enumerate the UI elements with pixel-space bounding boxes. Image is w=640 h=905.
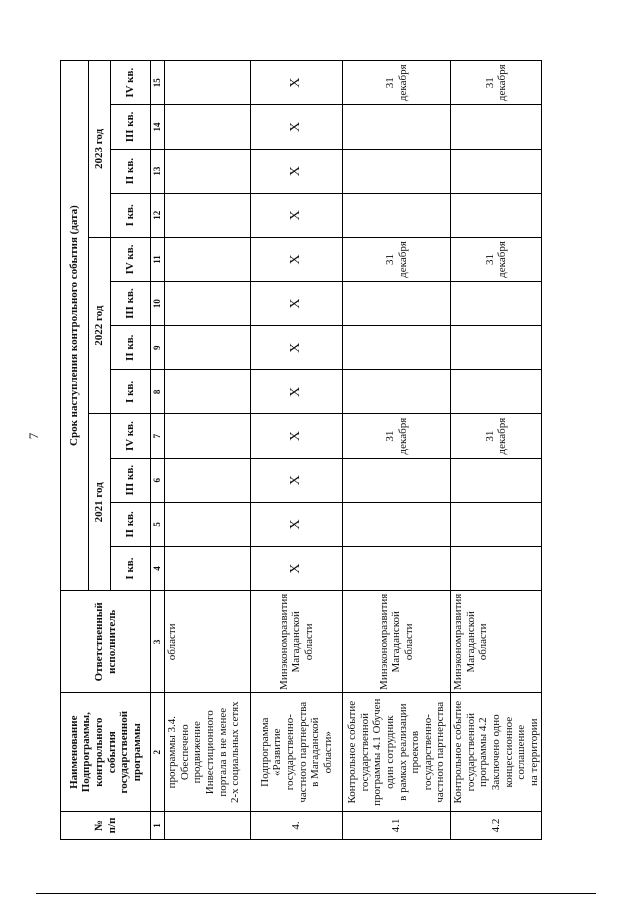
- page-number: 7: [26, 432, 41, 440]
- header-quarter: III кв.: [111, 458, 151, 502]
- column-number: 6: [151, 458, 165, 502]
- quarter-cell: [343, 458, 451, 502]
- quarter-cell: 31 декабря: [343, 237, 451, 281]
- control-events-table: [60, 60, 542, 840]
- column-number-row: [151, 61, 165, 840]
- header-quarter: II кв.: [111, 149, 151, 193]
- quarter-cell: 31 декабря: [343, 61, 451, 105]
- row-name: Контрольное событие государственной программы 4.2 Заключено одно концессионное соглашение на территории: [451, 693, 542, 811]
- quarter-cell: 31 декабря: [451, 414, 542, 458]
- quarter-cell: X: [251, 370, 343, 414]
- quarter-cell: [165, 414, 251, 458]
- column-number: 15: [151, 61, 165, 105]
- header-name: Наименование Подпрограммы, контрольного события государственной программы: [61, 693, 151, 811]
- quarter-cell: 31 декабря: [451, 61, 542, 105]
- table-row: [165, 61, 251, 840]
- quarter-cell: X: [251, 61, 343, 105]
- row-responsible: области: [165, 591, 251, 693]
- quarter-cell: X: [251, 193, 343, 237]
- quarter-cell: X: [251, 414, 343, 458]
- quarter-cell: X: [251, 502, 343, 546]
- quarter-cell: [165, 546, 251, 590]
- column-number: 12: [151, 193, 165, 237]
- quarter-cell: X: [251, 149, 343, 193]
- header-year-2022: 2022 год: [89, 237, 111, 414]
- header-quarter: IV кв.: [111, 414, 151, 458]
- column-number: 10: [151, 282, 165, 326]
- column-number: 11: [151, 237, 165, 281]
- column-number: 1: [151, 811, 165, 839]
- quarter-cell: [451, 149, 542, 193]
- quarter-cell: [343, 149, 451, 193]
- table-row: [251, 61, 343, 840]
- quarter-cell: X: [251, 237, 343, 281]
- page-bottom-divider: [36, 893, 596, 894]
- header-quarter: II кв.: [111, 326, 151, 370]
- row-responsible: Минэкономразвития Магаданской области: [251, 591, 343, 693]
- row-name: Подпрограмма «Развитие государственно- частного партнерства в Магаданской области»: [251, 693, 343, 811]
- quarter-cell: [165, 370, 251, 414]
- rotated-table-container: [60, 60, 540, 840]
- quarter-cell: [165, 61, 251, 105]
- quarter-cell: [343, 370, 451, 414]
- header-quarter: I кв.: [111, 193, 151, 237]
- quarter-cell: [451, 546, 542, 590]
- row-number: 4.: [251, 811, 343, 839]
- quarter-cell: [165, 237, 251, 281]
- header-quarter: III кв.: [111, 105, 151, 149]
- quarter-cell: 31 декабря: [343, 414, 451, 458]
- header-year-2023: 2023 год: [89, 61, 111, 238]
- quarter-cell: [165, 458, 251, 502]
- quarter-cell: [451, 193, 542, 237]
- column-number: 3: [151, 591, 165, 693]
- table-row: [343, 61, 451, 840]
- quarter-cell: 31 декабря: [451, 237, 542, 281]
- quarter-cell: [343, 502, 451, 546]
- header-deadline: Срок наступления контрольного события (дата): [61, 61, 89, 591]
- header-quarter: I кв.: [111, 546, 151, 590]
- header-row-1: [61, 61, 89, 840]
- column-number: 9: [151, 326, 165, 370]
- quarter-cell: X: [251, 546, 343, 590]
- row-name: Контрольное событие государственной программы 4.1 Обучен один сотрудник в рамках реализации проектов государственно- частного партнерства: [343, 693, 451, 811]
- quarter-cell: [343, 326, 451, 370]
- quarter-cell: [451, 326, 542, 370]
- header-quarter: I кв.: [111, 370, 151, 414]
- quarter-cell: [451, 282, 542, 326]
- row-number: [165, 811, 251, 839]
- row-responsible: Минэкономразвития Магаданской области: [451, 591, 542, 693]
- quarter-cell: X: [251, 458, 343, 502]
- header-year-2021: 2021 год: [89, 414, 111, 591]
- column-number: 13: [151, 149, 165, 193]
- column-number: 4: [151, 546, 165, 590]
- quarter-cell: [165, 149, 251, 193]
- quarter-cell: [343, 193, 451, 237]
- header-responsible: Ответственный исполнитель: [61, 591, 151, 693]
- quarter-cell: [165, 282, 251, 326]
- row-name: программы 3.4. Обеспечено продвижение Инвестиционного портала в не менее 2-х социальных сетях: [165, 693, 251, 811]
- header-quarter: IV кв.: [111, 61, 151, 105]
- quarter-cell: [165, 326, 251, 370]
- quarter-cell: [343, 546, 451, 590]
- header-quarter: III кв.: [111, 282, 151, 326]
- quarter-cell: [165, 502, 251, 546]
- row-number: 4.1: [343, 811, 451, 839]
- quarter-cell: [451, 370, 542, 414]
- quarter-cell: [451, 105, 542, 149]
- quarter-cell: [451, 458, 542, 502]
- column-number: 8: [151, 370, 165, 414]
- row-responsible: Минэкономразвития Магаданской области: [343, 591, 451, 693]
- column-number: 2: [151, 693, 165, 811]
- header-quarter: II кв.: [111, 502, 151, 546]
- quarter-cell: [165, 193, 251, 237]
- column-number: 5: [151, 502, 165, 546]
- row-number: 4.2: [451, 811, 542, 839]
- quarter-cell: X: [251, 105, 343, 149]
- quarter-cell: X: [251, 282, 343, 326]
- table-row: [451, 61, 542, 840]
- quarter-cell: [451, 502, 542, 546]
- header-quarter: IV кв.: [111, 237, 151, 281]
- quarter-cell: [343, 282, 451, 326]
- header-num: № п/п: [61, 811, 151, 839]
- quarter-cell: [165, 105, 251, 149]
- column-number: 7: [151, 414, 165, 458]
- quarter-cell: [343, 105, 451, 149]
- column-number: 14: [151, 105, 165, 149]
- quarter-cell: X: [251, 326, 343, 370]
